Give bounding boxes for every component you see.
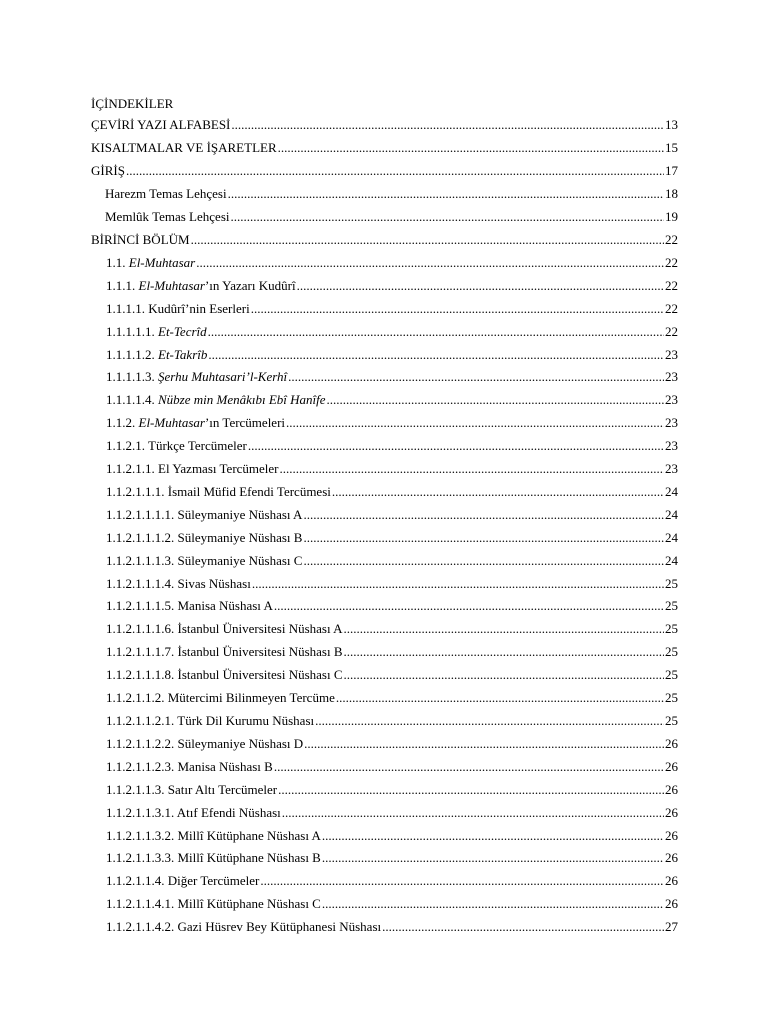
toc-entry-title-text: 1.1.2.1.1.4.1. Millî Kütüphane Nüshası C [106,896,321,912]
toc-entry[interactable] [0,710,768,733]
toc-dot-leader [303,507,664,523]
toc-entry-title [106,828,321,844]
toc-dot-leader [382,919,664,935]
toc-entry[interactable] [0,435,768,458]
toc-entry-page-number: 25 [665,575,678,591]
toc-entry-title-text: 1.1.1.1.4. [106,392,158,408]
toc-entry-title-text: 1.1.2.1.1.3. Satır Altı Tercümeler [106,781,278,797]
toc-entry[interactable] [0,641,768,664]
toc-entry-page-number: 26 [665,850,678,866]
toc-entry-title [106,438,247,454]
toc-entry-title-text: 1.1.2.1.1.1.3. Süleymaniye Nüshası C [106,552,303,568]
toc-entry-title [106,369,287,385]
toc-entry-title [106,255,195,271]
toc-dot-leader [251,301,664,317]
toc-entry[interactable] [0,847,768,870]
toc-entry[interactable] [0,274,768,297]
toc-entry-page-number: 24 [665,552,678,568]
toc-entry-title-text: 1.1.2.1.1.4. Diğer Tercümeler [106,873,260,889]
toc-entry-title [106,507,302,523]
toc-dot-leader [274,759,664,775]
toc-entry[interactable] [0,297,768,320]
toc-entry-title-text: Memlûk Temas Lehçesi [105,209,230,225]
toc-entry-title-text: 1.1.2.1.1.3.3. Millî Kütüphane Nüshası B [106,850,321,866]
toc-entry-title [106,736,303,752]
toc-entry-page-number: 26 [665,758,678,774]
toc-entry[interactable] [0,824,768,847]
toc-entry-title [106,690,335,706]
toc-entry-title-text: BİRİNCİ BÖLÜM [91,231,190,247]
toc-entry-page-number: 25 [665,644,678,660]
toc-entry[interactable] [0,755,768,778]
toc-dot-leader [126,163,664,179]
toc-entry-title-italic: Nübze min Menâkıbı Ebî Hanîfe [158,392,326,408]
toc-entry[interactable] [0,206,768,229]
toc-dot-leader [303,553,664,569]
toc-entry-page-number: 26 [665,827,678,843]
toc-entry[interactable] [0,481,768,504]
toc-entry-page-number: 13 [665,117,678,133]
toc-dot-leader [196,255,664,271]
toc-entry-page-number: 22 [665,254,678,270]
toc-entry-title [106,301,250,317]
toc-dot-leader [286,415,664,431]
toc-dot-leader [230,209,664,225]
toc-entry-title-text: 1.1.2.1.1.1.4. Sivas Nüshası [106,575,251,591]
toc-entry[interactable] [0,801,768,824]
toc-entry-title-text: 1.1.1.1.3. [106,369,158,385]
toc-dot-leader [278,140,664,156]
toc-entry-title [106,598,273,614]
toc-dot-leader [322,850,664,866]
toc-entry-title [91,117,230,133]
toc-entry-title-text: 1.1.2.1. Türkçe Tercümeler [106,438,247,454]
toc-dot-leader [231,117,664,133]
toc-entry-title-text: ’ın Tercümeleri [204,415,286,431]
toc-entry-title-text: 1.1.2.1.1.2.2. Süleymaniye Nüshası D [106,735,304,751]
toc-entry-page-number: 23 [665,369,678,385]
toc-entry[interactable] [0,251,768,274]
toc-entry-title-text: 1.1.2.1.1.2.1. Türk Dil Kurumu Nüshası [106,713,315,729]
toc-entry-title [106,553,302,569]
toc-entry-title-text: 1.1.1. [106,277,139,293]
toc-entry-title [106,415,285,431]
toc-entry-title [106,461,279,477]
toc-entry-page-number: 24 [665,529,678,545]
toc-entry[interactable] [0,389,768,412]
toc-dot-leader [260,873,664,889]
toc-entry-title-text: 1.1.2.1.1.4.2. Gazi Hüsrev Bey Kütüphanesi Nüshası [106,919,382,935]
toc-entry-title [91,163,125,179]
toc-entry-title [106,896,321,912]
toc-entry[interactable] [0,526,768,549]
toc-entry[interactable] [0,343,768,366]
toc-dot-leader [191,232,664,248]
toc-dot-leader [282,805,664,821]
toc-entry-page-number: 25 [665,621,678,637]
toc-dot-leader [248,438,664,454]
toc-entry-title [106,530,302,546]
toc-entry-page-number: 26 [665,735,678,751]
toc-entry[interactable] [0,229,768,252]
toc-dot-leader [322,896,664,912]
toc-entry-title-italic: Şerhu Muhtasari’l-Kerhî [158,369,288,385]
toc-entry-title-text: KISALTMALAR VE İŞARETLER [91,140,277,156]
toc-dot-leader [344,621,664,637]
toc-entry-title [106,873,259,889]
toc-entry-title [106,324,207,340]
toc-entry[interactable] [0,549,768,572]
toc-entry-title [105,209,229,225]
toc-entry[interactable] [0,320,768,343]
toc-entry[interactable] [0,572,768,595]
toc-entry-title-text: GİRİŞ [91,163,125,179]
toc-entry-title-text: 1.1.2.1.1.2. Mütercimi Bilinmeyen Tercüme [106,690,335,706]
toc-entry-title [91,140,277,156]
toc-entry-page-number: 24 [665,483,678,499]
toc-entry[interactable] [0,114,768,137]
toc-entry-title-text: 1.1.2.1.1. El Yazması Tercümeler [106,461,279,477]
toc-entry-page-number: 19 [665,209,678,225]
toc-entry[interactable] [0,893,768,916]
toc-entry-page-number: 18 [665,186,678,202]
toc-entry-page-number: 24 [665,506,678,522]
toc-dot-leader [315,713,664,729]
toc-dot-leader [344,667,664,683]
toc-entry[interactable] [0,366,768,389]
toc-list [0,114,768,939]
toc-entry-page-number: 25 [665,598,678,614]
toc-dot-leader [280,461,664,477]
toc-dot-leader [274,598,664,614]
toc-entry-page-number: 23 [665,346,678,362]
toc-dot-leader [288,369,664,385]
toc-entry[interactable] [0,183,768,206]
toc-entry[interactable] [0,618,768,641]
toc-entry-page-number: 26 [665,781,678,797]
toc-entry-page-number: 26 [665,873,678,889]
toc-entry-title [106,667,343,683]
toc-entry-title [106,919,381,935]
toc-entry-page-number: 25 [665,713,678,729]
toc-entry[interactable] [0,458,768,481]
toc-entry-page-number: 23 [665,392,678,408]
toc-entry-title-italic: El-Muhtasar [128,254,196,270]
toc-dot-leader [344,644,664,660]
toc-entry-title-text: 1.1.2.1.1.2.3. Manisa Nüshası B [106,758,273,774]
toc-dot-leader [278,782,664,798]
toc-dot-leader [297,278,664,294]
toc-entry-title-text: 1.1.1.1.1. [106,323,158,339]
toc-dot-leader [327,392,664,408]
toc-entry-title [91,232,190,248]
toc-entry[interactable] [0,732,768,755]
toc-entry-title-text: 1.1.1.1. Kudûrî’nin Eserleri [106,300,250,316]
toc-entry-title-text: 1.1. [106,254,129,270]
toc-entry[interactable] [0,160,768,183]
toc-entry-title-text: 1.1.2.1.1.1.8. İstanbul Üniversitesi Nüshası C [106,667,343,683]
toc-entry-title-text: 1.1.2.1.1.3.2. Millî Kütüphane Nüshası A [106,827,321,843]
toc-entry-page-number: 17 [665,163,678,179]
toc-entry-title [106,347,207,363]
toc-entry-title-text: 1.1.2.1.1.1.6. İstanbul Üniversitesi Nüshası A [106,621,343,637]
toc-entry-page-number: 22 [665,323,678,339]
toc-dot-leader [304,736,664,752]
toc-entry-title-italic: El-Muhtasar [138,415,205,431]
toc-entry-page-number: 15 [665,140,678,156]
toc-entry-title [106,484,331,500]
toc-entry[interactable] [0,687,768,710]
toc-entry-title-text: 1.1.2.1.1.1.5. Manisa Nüshası A [106,598,273,614]
toc-dot-leader [228,186,664,202]
toc-dot-leader [322,828,664,844]
toc-entry-page-number: 23 [665,415,678,431]
toc-entry-title-text: Harezm Temas Lehçesi [105,186,227,202]
toc-entry[interactable] [0,664,768,687]
toc-entry[interactable] [0,778,768,801]
toc-entry-page-number: 23 [665,461,678,477]
toc-entry-title [106,713,314,729]
toc-entry-page-number: 22 [665,277,678,293]
toc-entry-title-text: 1.1.2.1.1.1. İsmail Müfid Efendi Tercümesi [106,483,331,499]
toc-entry[interactable] [0,503,768,526]
toc-entry-title [106,278,296,294]
toc-dot-leader [208,324,664,340]
toc-entry-page-number: 25 [665,690,678,706]
toc-dot-leader [303,530,664,546]
toc-entry-title [106,621,343,637]
toc-entry[interactable] [0,595,768,618]
toc-entry-title-italic: Et-Takrîb [158,346,208,362]
toc-heading: İÇİNDEKİLER [91,96,174,111]
toc-entry-title-text: 1.1.2.1.1.1.1. Süleymaniye Nüshası A [106,506,303,522]
toc-entry-title-text: ’ın Yazarı Kudûrî [204,277,296,293]
toc-entry-title-text: ÇEVİRİ YAZI ALFABESİ [91,117,231,133]
toc-entry[interactable] [0,412,768,435]
toc-dot-leader [208,347,664,363]
toc-entry-page-number: 26 [665,804,678,820]
toc-entry-page-number: 26 [665,896,678,912]
toc-entry-title [106,782,277,798]
toc-entry-title-italic: Et-Tecrîd [158,323,207,339]
toc-entry-page-number: 27 [665,919,678,935]
toc-entry-title [106,576,251,592]
toc-entry[interactable] [0,137,768,160]
toc-entry[interactable] [0,870,768,893]
toc-entry-title [106,805,281,821]
toc-entry-title-text: 1.1.2. [106,415,139,431]
toc-entry-title-text: 1.1.2.1.1.3.1. Atıf Efendi Nüshası [106,804,281,820]
toc-entry-title [106,644,343,660]
toc-dot-leader [336,690,664,706]
toc-entry-page-number: 22 [665,231,678,247]
toc-entry-title-text: 1.1.2.1.1.1.2. Süleymaniye Nüshası B [106,529,303,545]
toc-dot-leader [332,484,664,500]
toc-entry-title-text: 1.1.2.1.1.1.7. İstanbul Üniversitesi Nüshası B [106,644,343,660]
toc-entry-title [106,759,273,775]
toc-entry-title [106,392,326,408]
toc-entry-page-number: 23 [665,438,678,454]
toc-entry[interactable] [0,916,768,939]
toc-entry-page-number: 22 [665,300,678,316]
toc-dot-leader [252,576,664,592]
toc-entry-title [105,186,227,202]
toc-entry-title-italic: El-Muhtasar [138,277,205,293]
toc-entry-page-number: 25 [665,667,678,683]
toc-entry-title [106,850,321,866]
toc-entry-title-text: 1.1.1.1.2. [106,346,158,362]
